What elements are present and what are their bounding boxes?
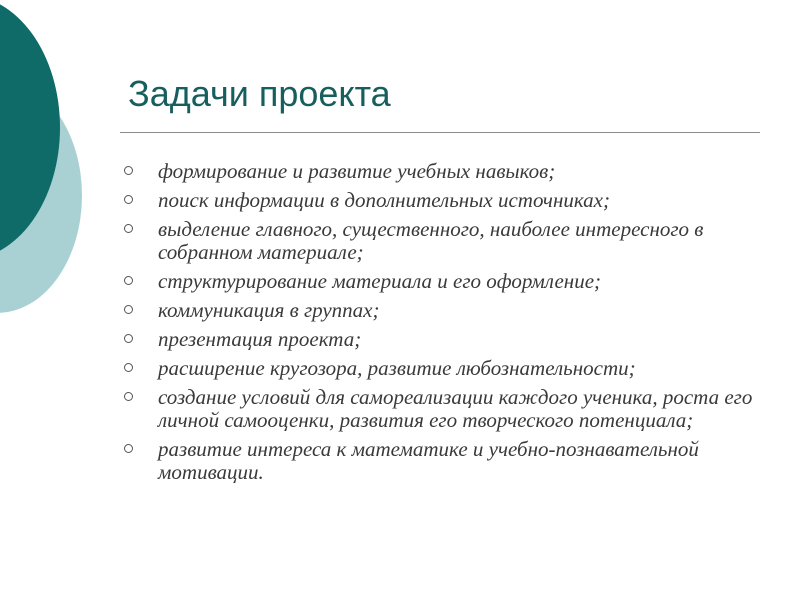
list-item-text: коммуникация в группах; (158, 298, 380, 322)
slide-title: Задачи проекта (128, 73, 391, 114)
list-item (124, 270, 754, 293)
list-item-text: презентация проекта; (158, 327, 362, 351)
list-item (124, 357, 754, 380)
list-item-text: создание условий для самореализации каждого ученика, роста его личной самооценки, развития его творческого потенциала; (158, 385, 753, 432)
circle-bullet-icon (124, 276, 133, 285)
circle-bullet-icon (124, 166, 133, 175)
list-item (124, 189, 754, 212)
list-item (124, 386, 754, 432)
list-item (124, 328, 754, 351)
list-item-text: выделение главного, существенного, наиболее интересного в собранном материале; (158, 217, 704, 264)
circle-bullet-icon (124, 363, 133, 372)
title-divider (120, 132, 760, 133)
circle-bullet-icon (124, 444, 133, 453)
list-item-text: расширение кругозора, развитие любознательности; (158, 356, 636, 380)
circle-bullet-icon (124, 305, 133, 314)
list-item-text: формирование и развитие учебных навыков; (158, 159, 556, 183)
list-item-text: развитие интереса к математике и учебно-познавательной мотивации. (158, 437, 699, 484)
list-item-text: поиск информации в дополнительных источниках; (158, 188, 610, 212)
list-item (124, 438, 754, 484)
list-item (124, 299, 754, 322)
task-list (124, 160, 754, 490)
circle-bullet-icon (124, 334, 133, 343)
circle-bullet-icon (124, 195, 133, 204)
list-item-text: структурирование материала и его оформление; (158, 269, 602, 293)
circle-bullet-icon (124, 392, 133, 401)
circle-bullet-icon (124, 224, 133, 233)
list-item (124, 218, 754, 264)
list-item (124, 160, 754, 183)
